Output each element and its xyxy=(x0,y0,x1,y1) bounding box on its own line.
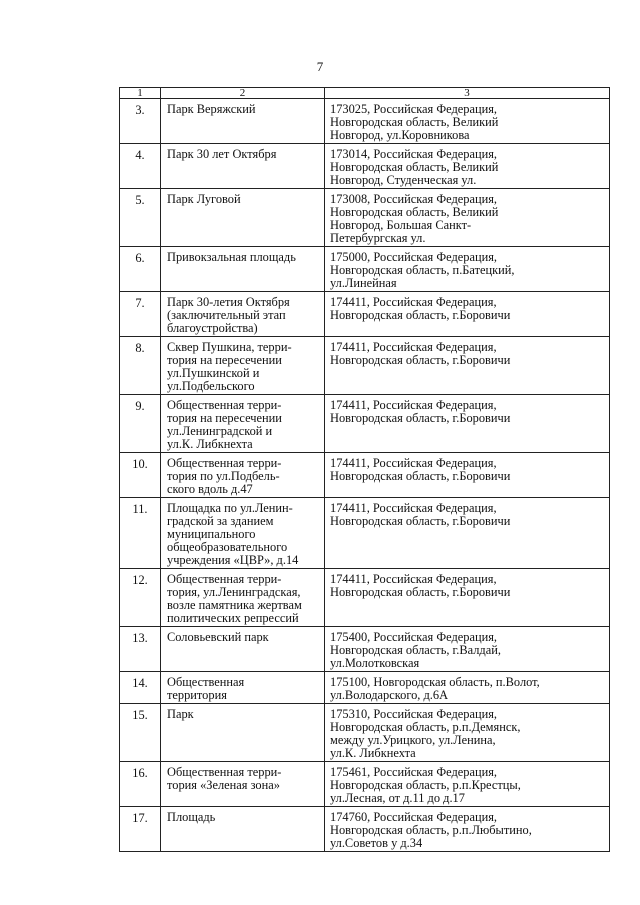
row-number: 6. xyxy=(120,247,161,292)
territory-name: Сквер Пушкина, терри- тория на пересечении ул.Пушкинской и ул.Подбельского xyxy=(161,337,325,395)
territory-name: Площадка по ул.Ленин- градской за зданием муниципального общеобразовательного учреждения «ЦВР», д.14 xyxy=(161,498,325,569)
table-row xyxy=(120,762,610,807)
table-row xyxy=(120,627,610,672)
territory-address: 174411, Российская Федерация, Новгородская область, г.Боровичи xyxy=(325,292,610,337)
row-number: 9. xyxy=(120,395,161,453)
table-row xyxy=(120,144,610,189)
territory-address: 175461, Российская Федерация, Новгородская область, р.п.Крестцы, ул.Лесная, от д.11 до д.17 xyxy=(325,762,610,807)
territory-name: Общественная терри- тория по ул.Подбель- ского вдоль д.47 xyxy=(161,453,325,498)
row-number: 3. xyxy=(120,99,161,144)
table-row xyxy=(120,807,610,852)
table-row xyxy=(120,453,610,498)
row-number: 5. xyxy=(120,189,161,247)
row-number: 17. xyxy=(120,807,161,852)
territory-name: Соловьевский парк xyxy=(161,627,325,672)
row-number: 12. xyxy=(120,569,161,627)
territory-name: Площадь xyxy=(161,807,325,852)
territory-address: 175000, Российская Федерация, Новгородская область, п.Батецкий, ул.Линейная xyxy=(325,247,610,292)
row-number: 8. xyxy=(120,337,161,395)
table-row xyxy=(120,704,610,762)
table-row xyxy=(120,99,610,144)
page-number: 7 xyxy=(316,59,324,74)
table-row xyxy=(120,189,610,247)
territory-address: 174411, Российская Федерация, Новгородская область, г.Боровичи xyxy=(325,569,610,627)
table-row xyxy=(120,395,610,453)
territory-address: 174760, Российская Федерация, Новгородская область, р.п.Любытино, ул.Советов у д.34 xyxy=(325,807,610,852)
table-body xyxy=(120,99,610,852)
territory-name: Парк 30 лет Октября xyxy=(161,144,325,189)
territory-name: Парк Луговой xyxy=(161,189,325,247)
territory-address: 173014, Российская Федерация, Новгородская область, Великий Новгород, Студенческая ул. xyxy=(325,144,610,189)
table-header-row xyxy=(120,88,610,99)
table-row xyxy=(120,337,610,395)
territory-name: Парк Веряжский xyxy=(161,99,325,144)
territory-address: 175400, Российская Федерация, Новгородская область, г.Валдай, ул.Молотковская xyxy=(325,627,610,672)
table-row xyxy=(120,569,610,627)
column-header-3: 3 xyxy=(325,88,610,99)
territory-name: Парк xyxy=(161,704,325,762)
territory-address: 174411, Российская Федерация, Новгородская область, г.Боровичи xyxy=(325,453,610,498)
row-number: 11. xyxy=(120,498,161,569)
territory-address: 174411, Российская Федерация, Новгородская область, г.Боровичи xyxy=(325,337,610,395)
column-header-2: 2 xyxy=(161,88,325,99)
territory-address: 174411, Российская Федерация, Новгородская область, г.Боровичи xyxy=(325,498,610,569)
territory-name: Общественная терри- тория на пересечении ул.Ленинградской и ул.К. Либкнехта xyxy=(161,395,325,453)
table-row xyxy=(120,672,610,704)
territory-address: 173025, Российская Федерация, Новгородская область, Великий Новгород, ул.Коровникова xyxy=(325,99,610,144)
table-row xyxy=(120,498,610,569)
territory-name: Общественная терри- тория, ул.Ленинградская, возле памятника жертвам политических репрессий xyxy=(161,569,325,627)
territory-address: 175310, Российская Федерация, Новгородская область, р.п.Демянск, между ул.Урицкого, ул.Ленина, ул.К. Либкнехта xyxy=(325,704,610,762)
table-row xyxy=(120,292,610,337)
territory-name: Парк 30-летия Октября (заключительный этап благоустройства) xyxy=(161,292,325,337)
row-number: 15. xyxy=(120,704,161,762)
row-number: 13. xyxy=(120,627,161,672)
row-number: 16. xyxy=(120,762,161,807)
table-row xyxy=(120,247,610,292)
territories-table xyxy=(119,87,610,852)
territory-name: Привокзальная площадь xyxy=(161,247,325,292)
row-number: 10. xyxy=(120,453,161,498)
territory-name: Общественная территория xyxy=(161,672,325,704)
territory-name: Общественная терри- тория «Зеленая зона» xyxy=(161,762,325,807)
territory-address: 174411, Российская Федерация, Новгородская область, г.Боровичи xyxy=(325,395,610,453)
territory-address: 173008, Российская Федерация, Новгородская область, Великий Новгород, Большая Санкт- Петербургская ул. xyxy=(325,189,610,247)
row-number: 14. xyxy=(120,672,161,704)
column-header-1: 1 xyxy=(120,88,161,99)
territory-address: 175100, Новгородская область, п.Волот, ул.Володарского, д.6А xyxy=(325,672,610,704)
row-number: 7. xyxy=(120,292,161,337)
row-number: 4. xyxy=(120,144,161,189)
